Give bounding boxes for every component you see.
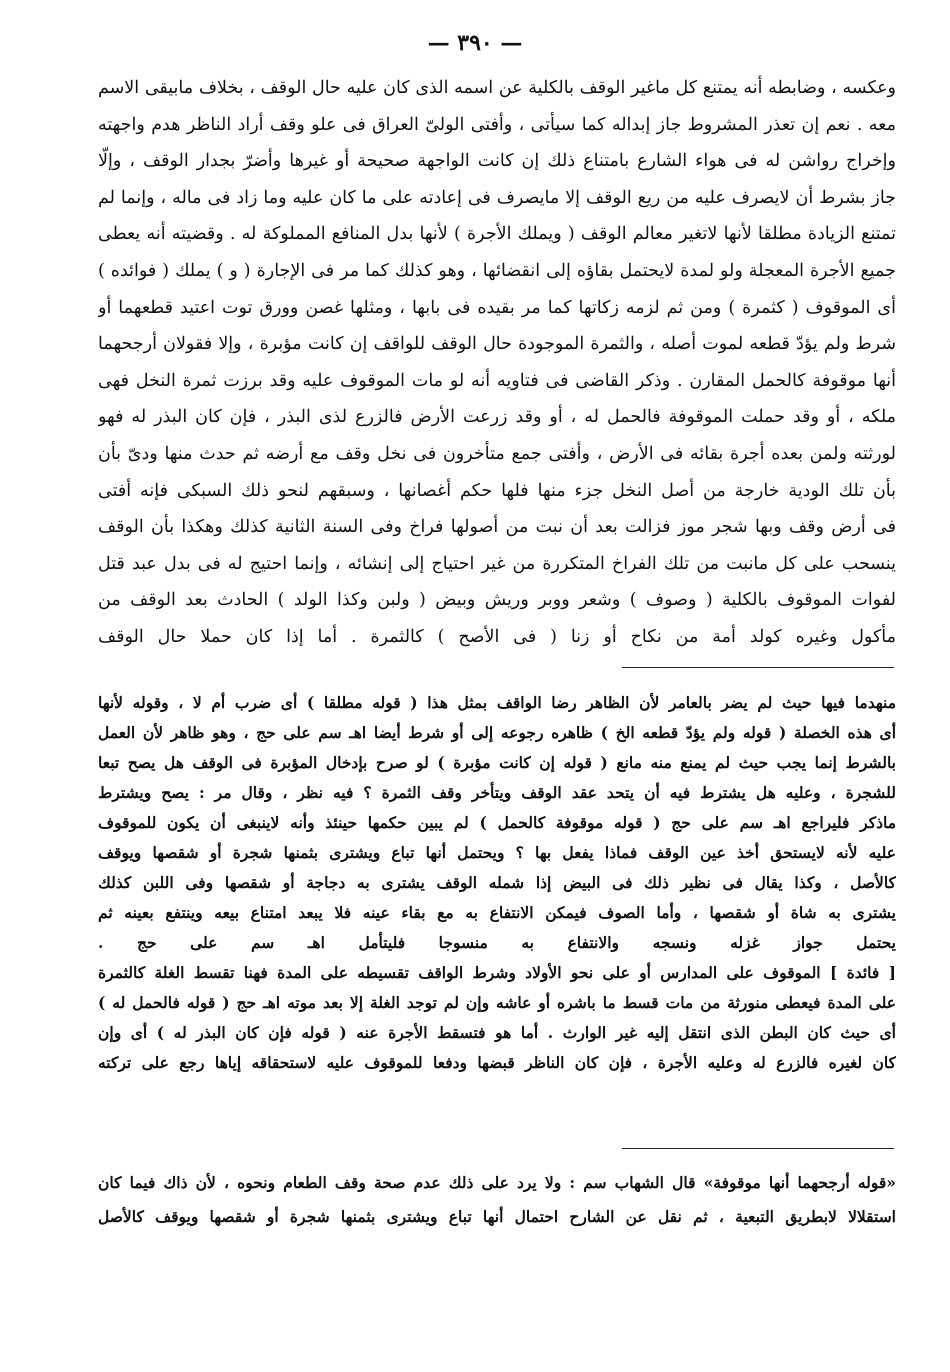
footnote-text: [98, 1166, 896, 1234]
commentary-line: منهدما فيها حيث لم يضر بالعامر لأن الظاهر رضا الواقف بمثل هذا ( قوله مطلقا ) أى ضرب أم لا ، وقوله لأنها: [98, 693, 896, 712]
commentary-line: كالأصل ، وكذا يقال فى نظير ذلك فى البيض إذا شمله الوقف يشترى به دجاجة أو شقصها وفى اللبن كذلك: [98, 873, 896, 892]
main-text-line: ينسحب على كل مانبت من تلك الفراخ المتكررة من غير احتياج إلى إنشائه ، وإنما احتيج له فى بدل عبد قتل: [98, 553, 896, 574]
commentary-line: يشترى به شاة أو شقصها ، وأما الصوف فيمكن الانتفاع به مع بقاء عينه فلا يبعد امتناع بيعه وينتفع بعينه ثم: [98, 903, 896, 922]
footnote-line: «قوله أرجحهما أنها موقوفة» قال الشهاب سم : ولا يرد على ذلك عدم صحة وقف الطعام ونحوه ، لأن ذاك فيما كان: [98, 1173, 896, 1192]
main-text-line: مأكول وغيره كولد أمة من نكاح أو زنا ( فى الأصح ) كالثمرة . أما إذا كان حملا حال الوقف: [98, 626, 896, 647]
main-text-line: فى أرض وقف وبها شجر موز فزالت بعد أن نبت من أصولها فراخ وفى السنة الثانية كذلك وهكذا بأن الوقف: [98, 517, 896, 538]
commentary-line: للشجرة ، وعليه هل يشترط فيه أن يتحد عقد الوقف ويتأخر وقف الثمرة ؟ فيه نظر ، وقال مر : يصح ويشترط: [98, 783, 896, 802]
commentary-line: بالشرط إنما يجب حيث لم يمنع منه مانع ( قوله إن كانت مؤبرة ) لو صرح بإدخال المؤبرة فى الوقف هل يصح تبعا: [98, 753, 896, 772]
commentary-line: كان لغيره فالزرع له وعليه الأجرة ، فإن كان الناظر قبضها ودفعا للموقوف عليه لاستحقاقه إياها رجع على تركته: [98, 1053, 896, 1072]
main-text-line: ملكه ، أو وقد حملت الموقوفة فالحمل له ، أو وقد زرعت الأرض فالزرع لذى البذر ، فإن كان البذر له فهو: [98, 407, 896, 428]
main-text: [98, 70, 896, 656]
main-text-line: جاز بشرط أن لايصرف عليه من ريع الوقف إلا مايصرف فى إعادته على ما كان عليه وما زاد فى ماله ، وإنما لم: [98, 187, 896, 208]
commentary-line: ماذكر فليراجع اهـ سم على حج ( قوله موقوفة كالحمل ) لم يبين حكمها حينئذ وأنه لاينبغى أن يكون للموقوف: [98, 813, 896, 832]
footnote-line: استقلالا لابطريق التبعية ، ثم نقل عن الشارح احتمال أنها تباع ويشترى بثمنها شجرة أو شقصها ويوقف كالأصل: [98, 1207, 896, 1226]
main-text-line: وإخراج رواشن له فى هواء الشارع بامتناع ذلك إن كانت الواجهة صحيحة أو غيرها وأضرّ بجدار الوقف ، وإلّا: [98, 151, 896, 172]
main-text-line: جميع الأجرة المعجلة ولو لمدة لايحتمل بقاؤه إلى انقضائها ، وهو كذلك كما مر فى الإجارة ( و ) يملك ( فوائده ): [98, 260, 896, 281]
main-text-line: لفوات الموقوف بالكلية ( وصوف ) وشعر ووبر وريش وبيض ( ولبن وكذا الولد ) الحادث بعد الوقف من: [98, 590, 896, 611]
commentary-line: أى هذه الخصلة ( قوله ولم يؤدّ قطعه الخ ) ظاهره رجوعه إلى أو شرط أيضا اهـ سم على حج ، وهو ظاهر لأن العمل: [98, 723, 896, 742]
commentary-line: [ فائدة ] الموقوف على المدارس أو على نحو الأولاد وشرط الواقف تقسيطه على المدة فهنا تقسط الغلة كالثمرة: [98, 963, 896, 982]
main-text-line: أى الموقوف ( كثمرة ) ومن ثم لزمه زكاتها كما مر بقيده فى بابها ، ومثلها غصن وورق توت اعتيد قطعهما أو: [98, 297, 896, 318]
main-text-line: أنها موقوفة كالحمل المقارن . وذكر القاضى فى فتاويه أنه لو مات الموقوف عليه وقد برزت ثمرة النخل فهى: [98, 370, 896, 391]
main-text-line: بأن تلك الودية خارجة من أصل النخل جزء منها فلها حكم أغصانها ، وسبقهم لنحو ذلك السبكى فإنه أفتى: [98, 480, 896, 501]
main-text-line: شرط ولم يؤدّ قطعه لموت أصله ، والثمرة الموجودة حال الوقف للواقف إن كانت مؤبرة ، وإلا فقولان أرجحهما: [98, 334, 896, 355]
commentary-line: على المدة فيعطى منورثة من مات قسط ما باشره أو عاشه وإن لم توجد الغلة إلا بعد موته اهـ حج ( قوله فالحمل له ): [98, 993, 896, 1012]
commentary-line: عليه لأنه لايستحق أخذ عين الوقف فماذا يفعل بها ؟ ويحتمل أنها تباع ويشترى بثمنها شجرة أو شقصها ويوقف: [98, 843, 896, 862]
main-text-line: لورثته ولمن بعده أجرة بقائه فى الأرض ، وأفتى جمع متأخرون فى نخل وقف مع أرضه ثم حدث منها ودىّ بأن: [98, 443, 896, 464]
commentary-line: أى حيث كان البطن الذى انتقل إليه غير الوارث . أما هو فتسقط الأجرة عنه ( قوله فإن كان البذر له ) أى وإن: [98, 1023, 896, 1042]
section-divider: [622, 667, 894, 668]
commentary-text: [98, 688, 896, 1078]
commentary-line: يحتمل جواز غزله ونسجه والانتفاع به منسوجا فليتأمل اهـ سم على حج .: [98, 933, 896, 952]
footnote-divider: [622, 1148, 894, 1149]
page-number: — ٣٩٠ —: [427, 30, 523, 56]
main-text-line: وعكسه ، وضابطه أنه يمتنع كل ماغير الوقف بالكلية عن اسمه الذى كان عليه حال الوقف ، بخلاف مابيقى الاسم: [98, 78, 896, 98]
main-text-line: تمتنع الزيادة مطلقا لأنها لاتغير معالم الوقف ( ويملك الأجرة ) لأنها بدل المنافع المملوكة له . وقضيته أنه يعطى: [98, 224, 896, 245]
main-text-line: معه . نعم إن تعذر المشروط جاز إبداله كما سيأتى ، وأفتى الولىّ العراق فى علو وقف أراد الناظر هدم واجهته: [98, 114, 896, 135]
